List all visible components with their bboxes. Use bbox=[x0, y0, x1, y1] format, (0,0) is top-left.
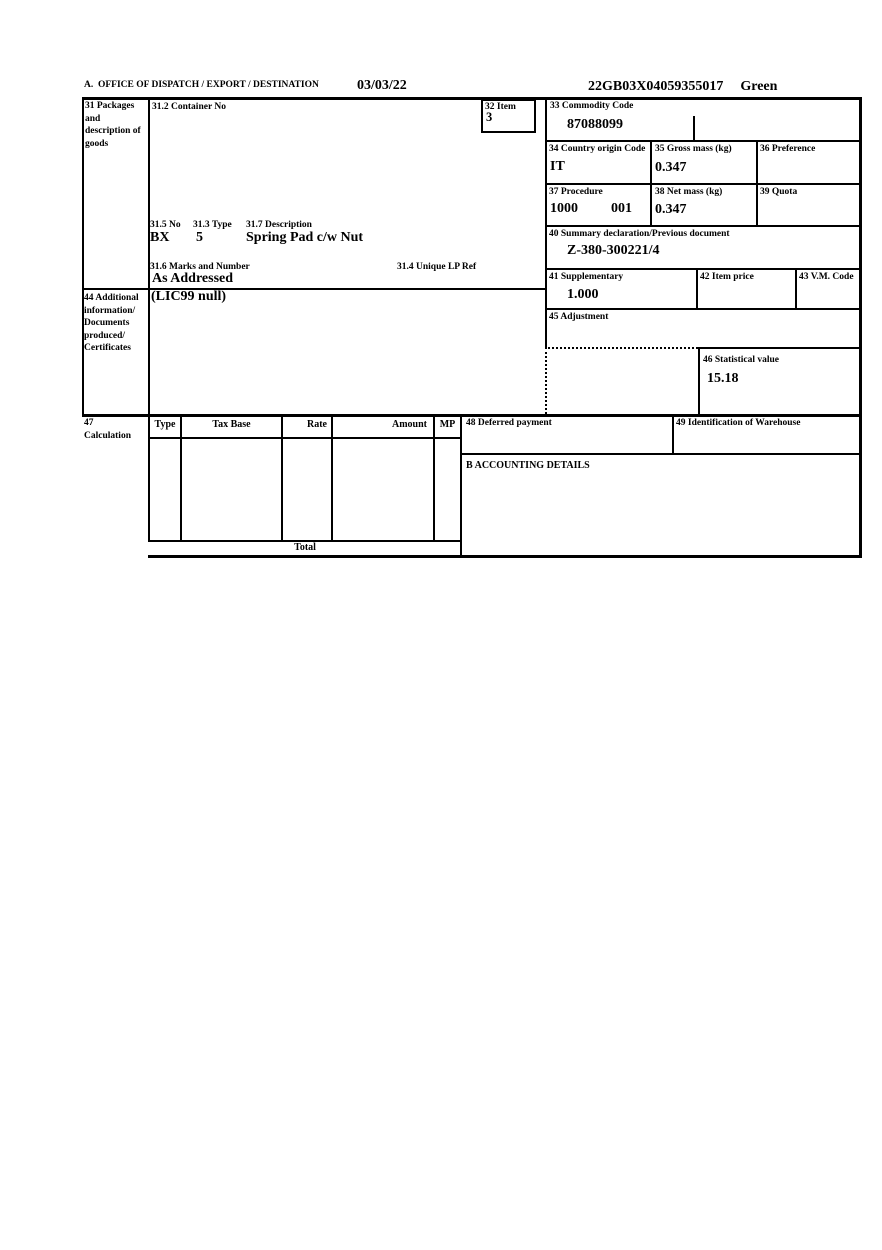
deferred-payment-label: 48 Deferred payment bbox=[466, 418, 552, 428]
procedure-value: 1000 bbox=[550, 201, 578, 216]
calc-col-rate: Rate bbox=[307, 419, 327, 430]
additional-information-label: 44 Additional information/ Documents produced/ Certificates bbox=[84, 293, 139, 354]
grid-line bbox=[148, 97, 150, 542]
country-origin-value: IT bbox=[550, 159, 565, 174]
supplementary-value: 1.000 bbox=[567, 287, 599, 302]
preference-label: 36 Preference bbox=[760, 144, 816, 154]
movement-reference-number: 22GB03X04059355017 bbox=[588, 79, 724, 94]
quota-label: 39 Quota bbox=[760, 187, 798, 197]
summary-declaration-value: Z-380-300221/4 bbox=[567, 243, 660, 258]
goods-description-label: 31.7 Description bbox=[246, 220, 312, 230]
grid-line bbox=[281, 414, 283, 542]
country-origin-label: 34 Country origin Code bbox=[549, 144, 646, 154]
grid-line bbox=[462, 453, 862, 455]
grid-line bbox=[795, 268, 797, 308]
procedure-label: 37 Procedure bbox=[549, 187, 603, 197]
grid-line bbox=[148, 555, 862, 558]
procedure-value-2: 001 bbox=[611, 201, 632, 216]
office-of-dispatch-label: A. OFFICE OF DISPATCH / EXPORT / DESTINATION bbox=[84, 80, 319, 90]
warehouse-id-label: 49 Identification of Warehouse bbox=[676, 418, 801, 428]
grid-line bbox=[331, 414, 333, 542]
calc-col-amount: Amount bbox=[391, 419, 427, 430]
packages-no-value: BX bbox=[150, 230, 170, 245]
box31-label: 31 Packages and description of goods bbox=[85, 101, 141, 149]
calc-col-mp: MP bbox=[439, 419, 456, 430]
additional-information-value: (LIC99 null) bbox=[151, 289, 227, 304]
marks-number-value: As Addressed bbox=[152, 271, 234, 286]
grid-line bbox=[859, 97, 862, 558]
item-label: 32 Item bbox=[485, 102, 516, 112]
summary-declaration-label: 40 Summary declaration/Previous document bbox=[549, 229, 730, 239]
grid-line bbox=[698, 347, 700, 414]
packages-no-label: 31.5 No bbox=[150, 220, 181, 230]
supplementary-label: 41 Supplementary bbox=[549, 272, 624, 282]
grid-line bbox=[672, 414, 674, 455]
grid-line bbox=[545, 183, 862, 185]
grid-line bbox=[545, 268, 862, 270]
accounting-details-label: B ACCOUNTING DETAILS bbox=[466, 460, 590, 471]
grid-line bbox=[545, 225, 862, 227]
grid-line bbox=[650, 140, 652, 225]
movement-reference-group bbox=[588, 79, 777, 95]
acceptance-date: 03/03/22 bbox=[357, 78, 407, 93]
grid-line bbox=[756, 140, 758, 225]
vm-code-label: 43 V.M. Code bbox=[799, 272, 854, 282]
statistical-value: 15.18 bbox=[707, 371, 739, 386]
commodity-code-divider bbox=[693, 116, 695, 140]
routing-indicator: Green bbox=[740, 79, 778, 94]
grid-line bbox=[180, 414, 182, 542]
grid-line bbox=[82, 97, 84, 416]
packages-type-value: 5 bbox=[196, 230, 203, 245]
unique-lp-ref-label: 31.4 Unique LP Ref bbox=[397, 262, 477, 272]
item-price-label: 42 Item price bbox=[700, 272, 754, 282]
packages-type-label: 31.3 Type bbox=[193, 220, 232, 230]
grid-line bbox=[698, 347, 862, 349]
commodity-code-value: 87088099 bbox=[567, 117, 623, 132]
item-number-value: 3 bbox=[486, 110, 493, 124]
gross-mass-value: 0.347 bbox=[655, 160, 687, 175]
dotted-line bbox=[545, 347, 698, 349]
statistical-value-label: 46 Statistical value bbox=[703, 355, 779, 365]
grid-line bbox=[82, 97, 862, 100]
grid-line bbox=[545, 97, 547, 349]
grid-line bbox=[433, 414, 435, 542]
net-mass-value: 0.347 bbox=[655, 202, 687, 217]
calculation-label: 47 Calculation bbox=[84, 418, 131, 441]
calc-col-tax-base: Tax Base bbox=[212, 419, 251, 430]
marks-number-label: 31.6 Marks and Number bbox=[150, 262, 250, 272]
container-no-label: 31.2 Container No bbox=[152, 102, 226, 112]
grid-line bbox=[148, 437, 462, 439]
grid-line bbox=[696, 268, 698, 308]
gross-mass-label: 35 Gross mass (kg) bbox=[655, 144, 732, 154]
dotted-line bbox=[545, 347, 547, 414]
adjustment-label: 45 Adjustment bbox=[549, 312, 609, 322]
calc-col-type: Type bbox=[154, 419, 176, 430]
net-mass-label: 38 Net mass (kg) bbox=[655, 187, 723, 197]
goods-description-value: Spring Pad c/w Nut bbox=[246, 230, 364, 245]
grid-line bbox=[545, 308, 862, 310]
grid-line bbox=[545, 140, 862, 142]
commodity-code-label: 33 Commodity Code bbox=[550, 101, 634, 111]
calc-total-label: Total bbox=[294, 542, 316, 553]
